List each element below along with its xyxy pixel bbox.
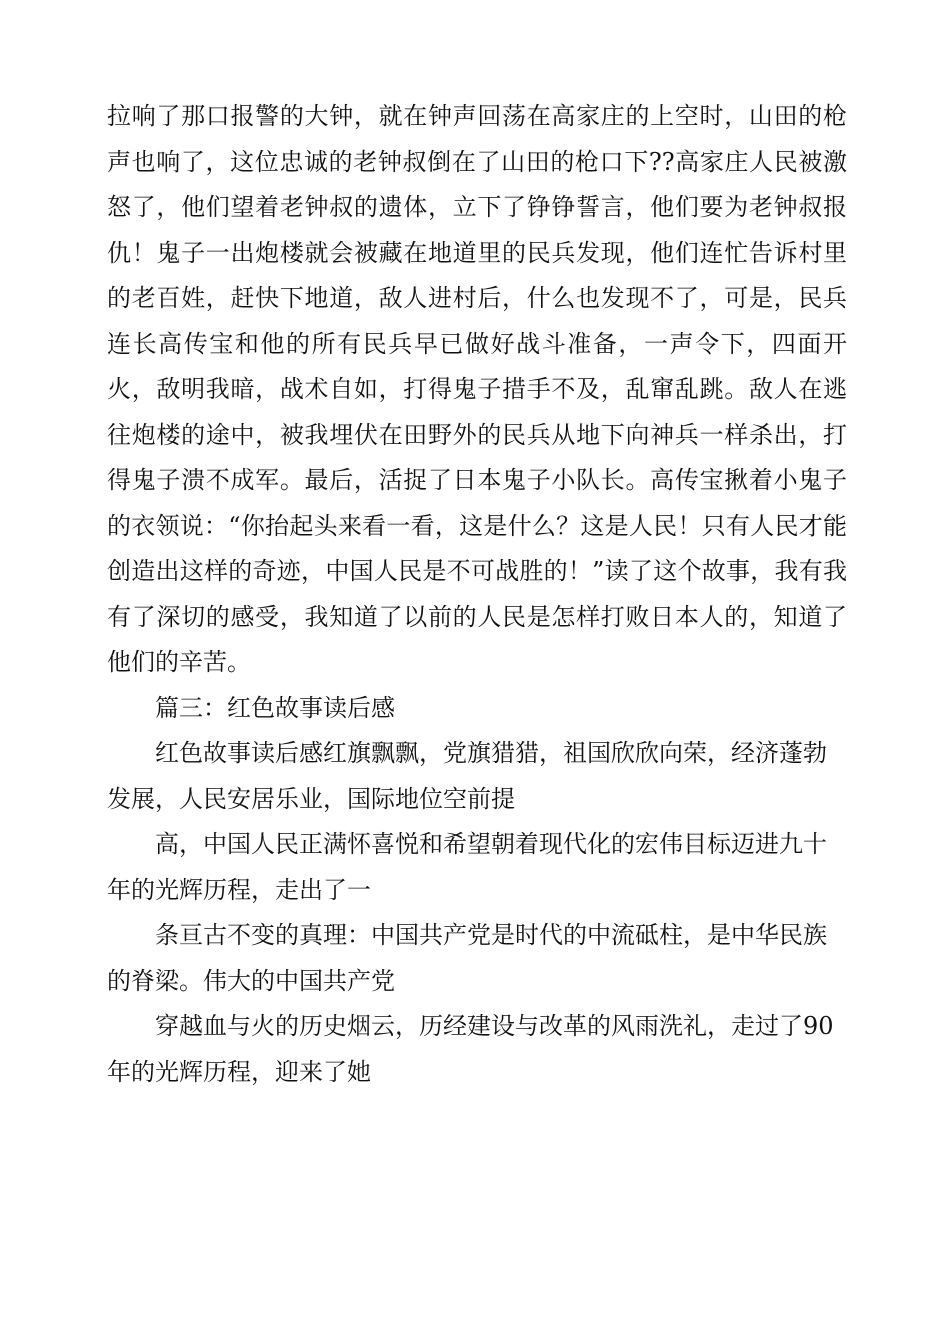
text-line: 的！”读了这个故事，我有我有了深切的感受，我知道了以前的人 xyxy=(107,557,847,631)
section-heading xyxy=(107,686,847,732)
text-line: 钟叔报仇！鬼子一出炮楼就会被藏在地道里的民兵发现，他们连忙 xyxy=(107,193,848,267)
paragraph-1 xyxy=(107,731,847,822)
paragraph-3 xyxy=(107,913,847,1004)
paragraph-4 xyxy=(107,1004,847,1095)
heading-text: 篇三：红色故事读后感 xyxy=(155,693,395,722)
text-line: 可是，民兵连长高传宝和他的所有民兵早已做好战斗准备，一声令 xyxy=(107,284,848,358)
text-line: 枪声也响了，这位忠诚的老钟叔倒在了山田的枪口下??高家庄人民 xyxy=(107,102,847,176)
text-line: 跳。敌人在逃往炮楼的途中，被我埋伏在田野外的民兵从地下向神 xyxy=(107,375,848,449)
text-line: 条亘古不变的真理：中国共产党是时代的中流砥柱，是中华 xyxy=(155,921,779,949)
text-line: 勃发展，人民安居乐业，国际地位空前提 xyxy=(107,739,827,813)
text-line: 下，四面开火，敌明我暗，战术自如，打得鬼子措手不及，乱窜乱 xyxy=(107,329,848,403)
text-line: 民族的脊梁。伟大的中国共产党 xyxy=(107,921,827,995)
text-line: 高传宝揪着小鬼子的衣领说：“你抬起头来看一看，这是什么？这 xyxy=(107,466,847,540)
document-body xyxy=(107,94,847,1095)
text-line: 拉响了那口报警的大钟，就在钟声回荡在高家庄的上空时，山田的 xyxy=(107,102,823,130)
paragraph-2 xyxy=(107,822,847,913)
story-paragraph xyxy=(107,94,847,686)
text-line: 90年的光辉历程，迎来了她 xyxy=(107,1012,834,1086)
text-line: 是人民！只有人民才能创造出这样的奇迹，中国人民是不可战胜 xyxy=(107,511,847,585)
text-line: 十年的光辉历程，走出了一 xyxy=(107,830,827,904)
text-line: 穿越血与火的历史烟云，历经建设与改革的风雨洗礼，走过了 xyxy=(155,1012,803,1040)
text-line: 被激怒了，他们望着老钟叔的遗体，立下了铮铮誓言，他们要为老 xyxy=(107,147,848,221)
text-line: 高，中国人民正满怀喜悦和希望朝着现代化的宏伟目标迈进九 xyxy=(155,830,803,858)
text-line: 告诉村里的老百姓，赶快下地道，敌人进村后，什么也发现不了， xyxy=(107,238,848,312)
text-line: 民是怎样打败日本人的，知道了他们的辛苦。 xyxy=(107,602,848,676)
text-line: 兵一样杀出，打得鬼子溃不成军。最后，活捉了日本鬼子小队长。 xyxy=(107,420,848,494)
text-line: 红色故事读后感红旗飘飘，党旗猎猎，祖国欣欣向荣，经济蓬 xyxy=(155,739,803,767)
